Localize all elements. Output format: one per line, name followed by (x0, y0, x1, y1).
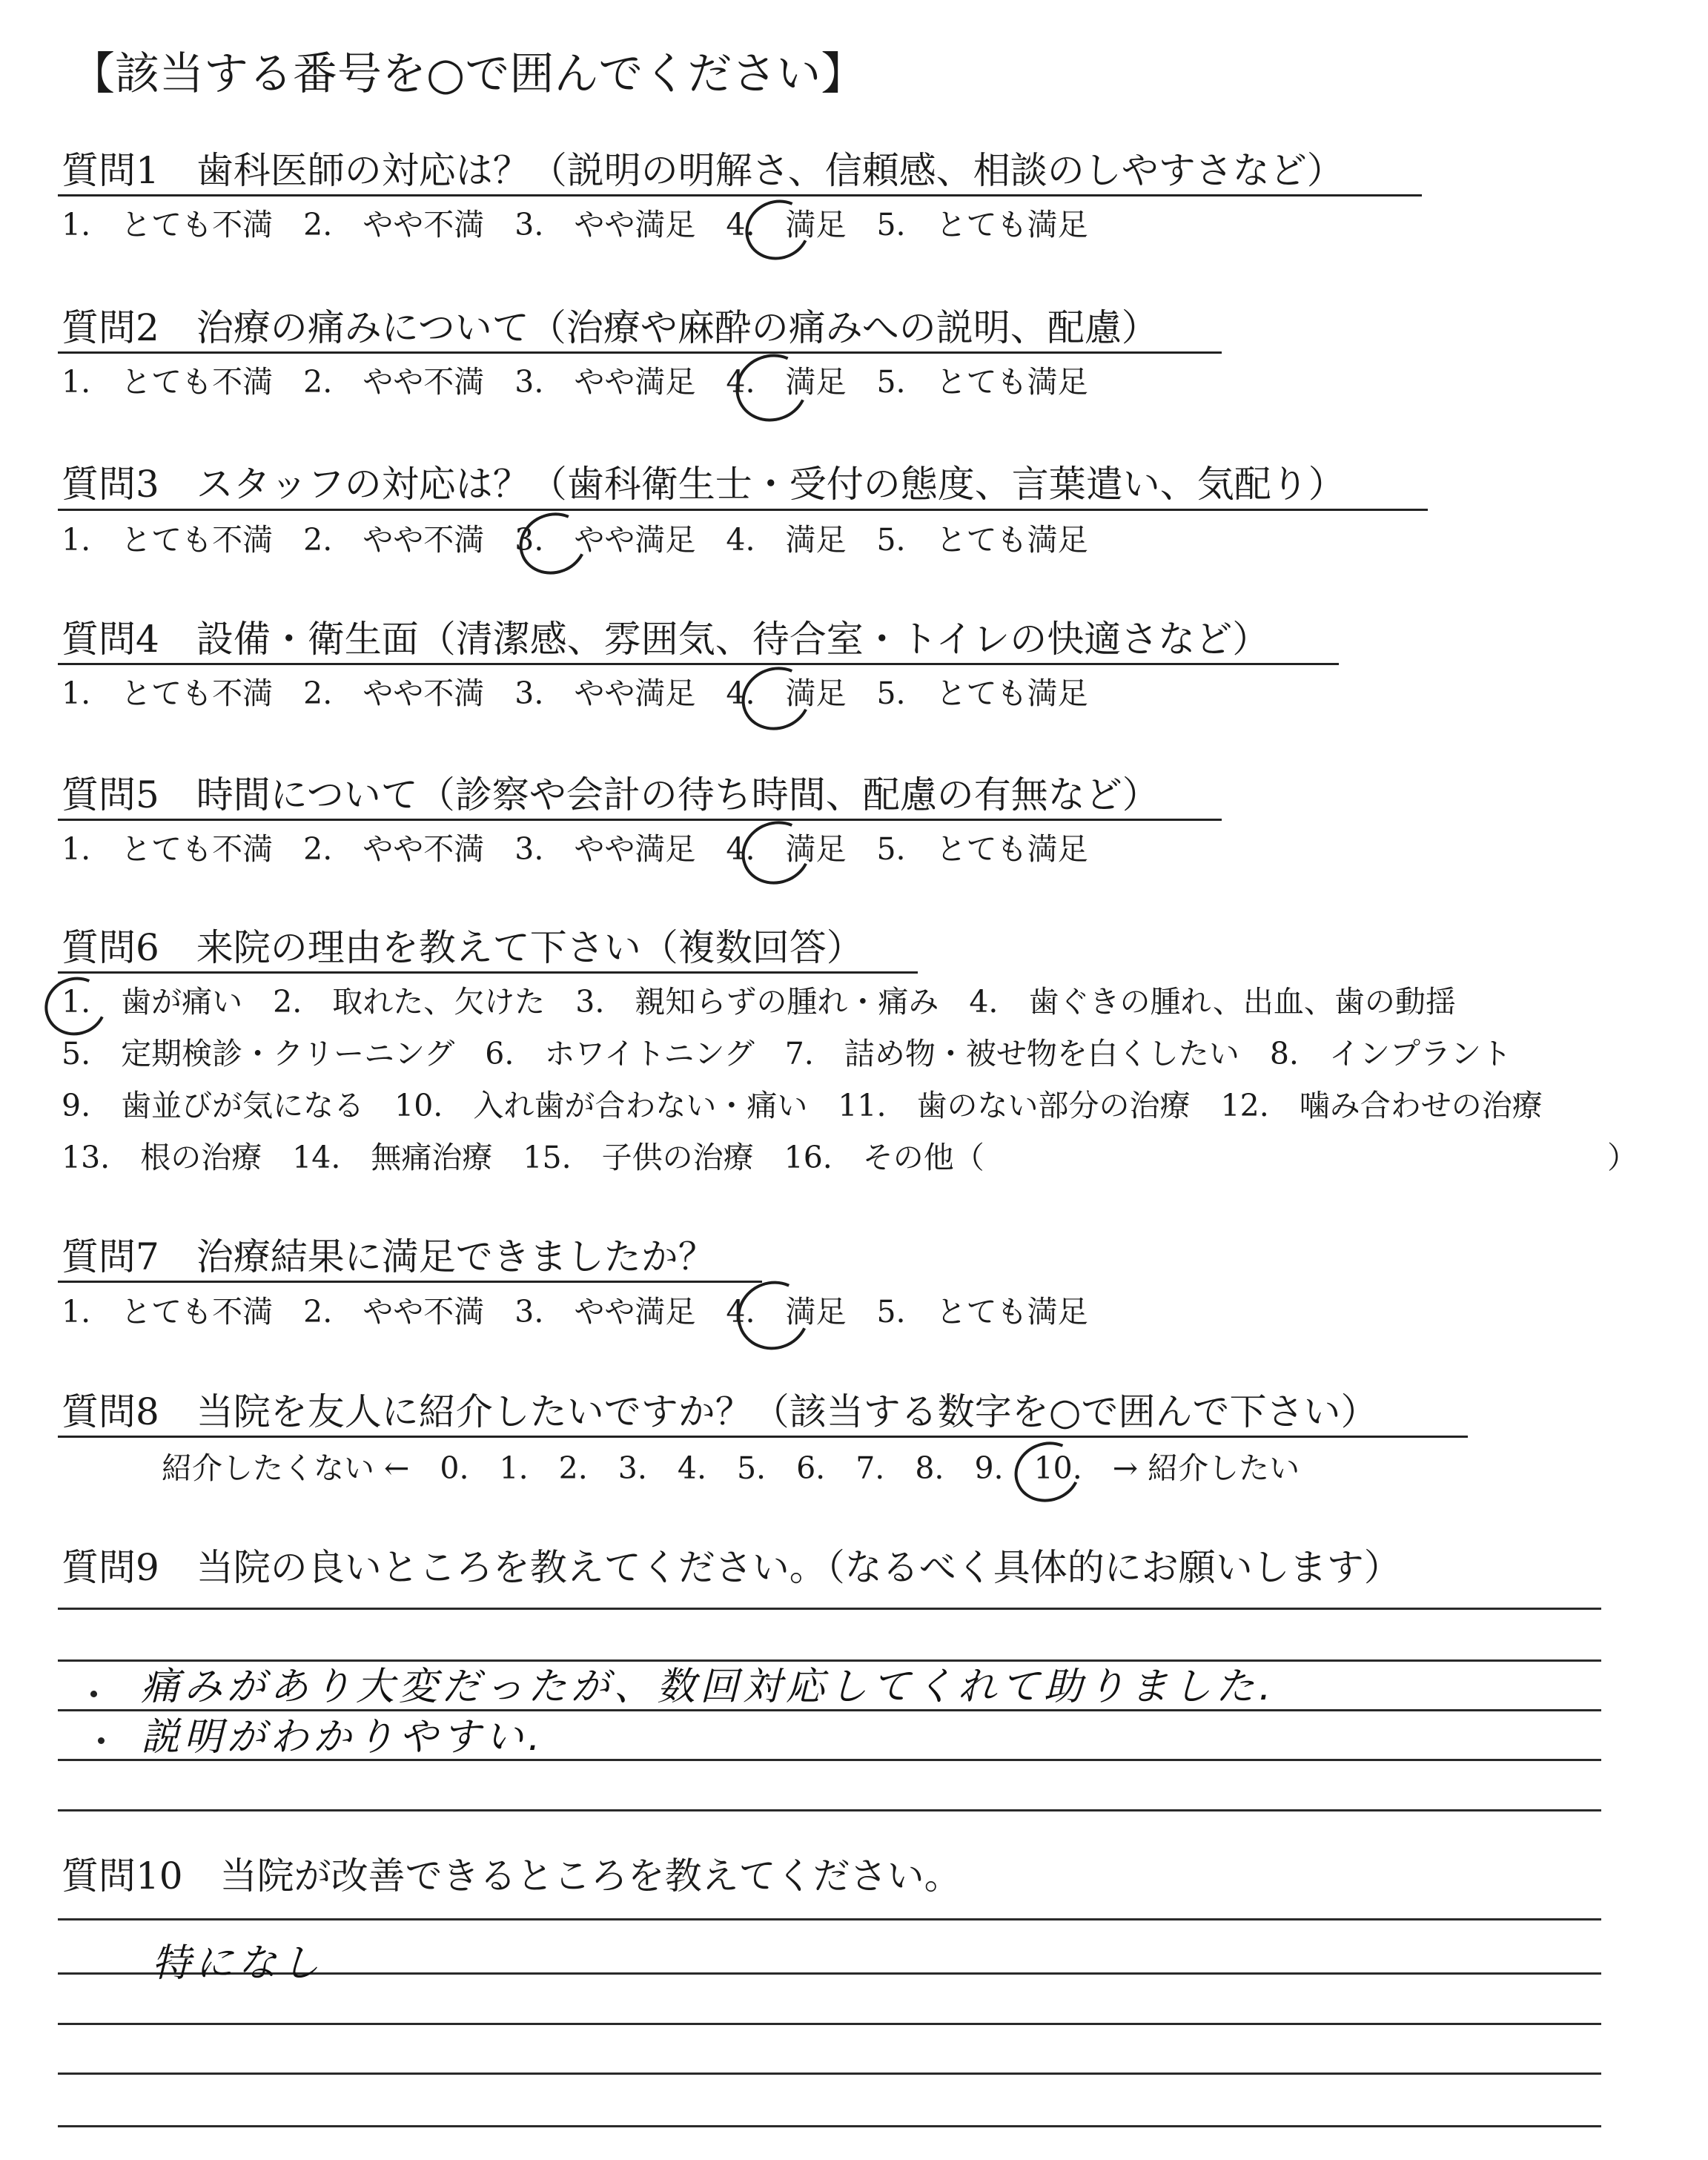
question-6-underline (58, 971, 918, 974)
answer-line-q10-4 (58, 2073, 1601, 2075)
answer-line-q9-1 (58, 1608, 1601, 1610)
question-8-underline (58, 1436, 1468, 1438)
question-4-options[interactable]: 1. とても不満 2. やや不満 3. やや満足 4. 満足 5. とても満足 (62, 676, 1088, 711)
other-close-paren: ） (1607, 1140, 1638, 1175)
question-7-title: 質問7 治療結果に満足できましたか？ (62, 1235, 715, 1278)
answer-line-q9-5 (58, 1809, 1601, 1811)
answer-line-q10-3 (58, 2023, 1601, 2025)
question-7-underline (58, 1281, 762, 1283)
question-6-title: 質問6 来院の理由を教えて下さい（複数回答） (62, 926, 864, 969)
answer-circle-q2 (726, 344, 818, 432)
handwritten-answer-q9-2: 説明がわかりやすい. (141, 1715, 545, 1760)
question-2-options[interactable]: 1. とても不満 2. やや不満 3. やや満足 4. 満足 5. とても満足 (62, 364, 1088, 400)
question-6-reasons-line-3[interactable]: 9. 歯並びが気になる 10. 入れ歯が合わない・痛い 11. 歯のない部分の治療 12. 噛み合わせの治療 (62, 1088, 1543, 1123)
answer-line-q10-5 (58, 2125, 1601, 2127)
answer-circle-q7 (727, 1271, 819, 1360)
question-1-options[interactable]: 1. とても不満 2. やや不満 3. やや満足 4. 満足 5. とても満足 (62, 207, 1088, 242)
question-5-options[interactable]: 1. とても不満 2. やや不満 3. やや満足 4. 満足 5. とても満足 (62, 831, 1088, 867)
question-2-underline (58, 351, 1222, 354)
question-7-options[interactable]: 1. とても不満 2. やや不満 3. やや満足 4. 満足 5. とても満足 (62, 1294, 1088, 1330)
page-header: 【該当する番号を○で囲んでください】 (70, 48, 866, 100)
question-1-title: 質問1 歯科医師の対応は？（説明の明解さ、信頼感、相談のしやすさなど） (62, 149, 1344, 192)
question-5-title: 質問5 時間について（診察や会計の待ち時間、配慮の有無など） (62, 773, 1159, 816)
question-3-title: 質問3 スタッフの対応は？（歯科衛生士・受付の態度、言葉遣い、気配り） (62, 463, 1345, 506)
answer-circle-q6 (36, 968, 115, 1044)
bullet-mark (98, 1737, 105, 1744)
answer-circle-q8 (1006, 1433, 1089, 1511)
question-9-title: 質問9 当院の良いところを教えてください。（なるべく具体的にお願いします） (62, 1546, 1401, 1589)
question-10-title: 質問10 当院が改善できるところを教えてください。 (62, 1855, 961, 1898)
bullet-mark (90, 1691, 97, 1697)
question-4-underline (58, 663, 1339, 665)
referral-scale[interactable]: 紹介したくない ← 0. 1. 2. 3. 4. 5. 6. 7. 8. 9. 10. → 紹介したい (162, 1450, 1300, 1486)
question-4-title: 質問4 設備・衛生面（清潔感、雰囲気、待合室・トイレの快適さなど） (62, 618, 1270, 661)
question-3-underline (58, 509, 1428, 511)
handwritten-answer-q9-1: 痛みがあり大変だったが、数回対応してくれて助りました. (141, 1665, 1276, 1709)
answer-circle-q1 (737, 191, 818, 268)
answer-circle-q5 (732, 811, 819, 894)
question-2-title: 質問2 治療の痛みについて（治療や麻酔の痛みへの説明、配慮） (62, 306, 1159, 349)
question-8-title: 質問8 当院を友人に紹介したいですか？（該当する数字を○で囲んで下さい） (62, 1390, 1378, 1433)
answer-circle-q3 (511, 503, 595, 584)
question-3-options[interactable]: 1. とても不満 2. やや不満 3. やや満足 4. 満足 5. とても満足 (62, 522, 1088, 558)
question-5-underline (58, 819, 1222, 821)
question-6-reasons-line-4[interactable]: 13. 根の治療 14. 無痛治療 15. 子供の治療 16. その他（ (62, 1140, 984, 1175)
handwritten-answer-q10: 特になし (152, 1941, 325, 1986)
answer-circle-q4 (732, 657, 819, 739)
question-6-reasons-line-1[interactable]: 1. 歯が痛い 2. 取れた、欠けた 3. 親知らずの腫れ・痛み 4. 歯ぐきの腫れ、出血、歯の動揺 (62, 984, 1456, 1020)
question-1-underline (58, 194, 1422, 196)
answer-line-q10-1 (58, 1918, 1601, 1920)
question-6-reasons-line-2[interactable]: 5. 定期検診・クリーニング 6. ホワイトニング 7. 詰め物・被せ物を白くしたい 8. インプラント (62, 1036, 1512, 1071)
